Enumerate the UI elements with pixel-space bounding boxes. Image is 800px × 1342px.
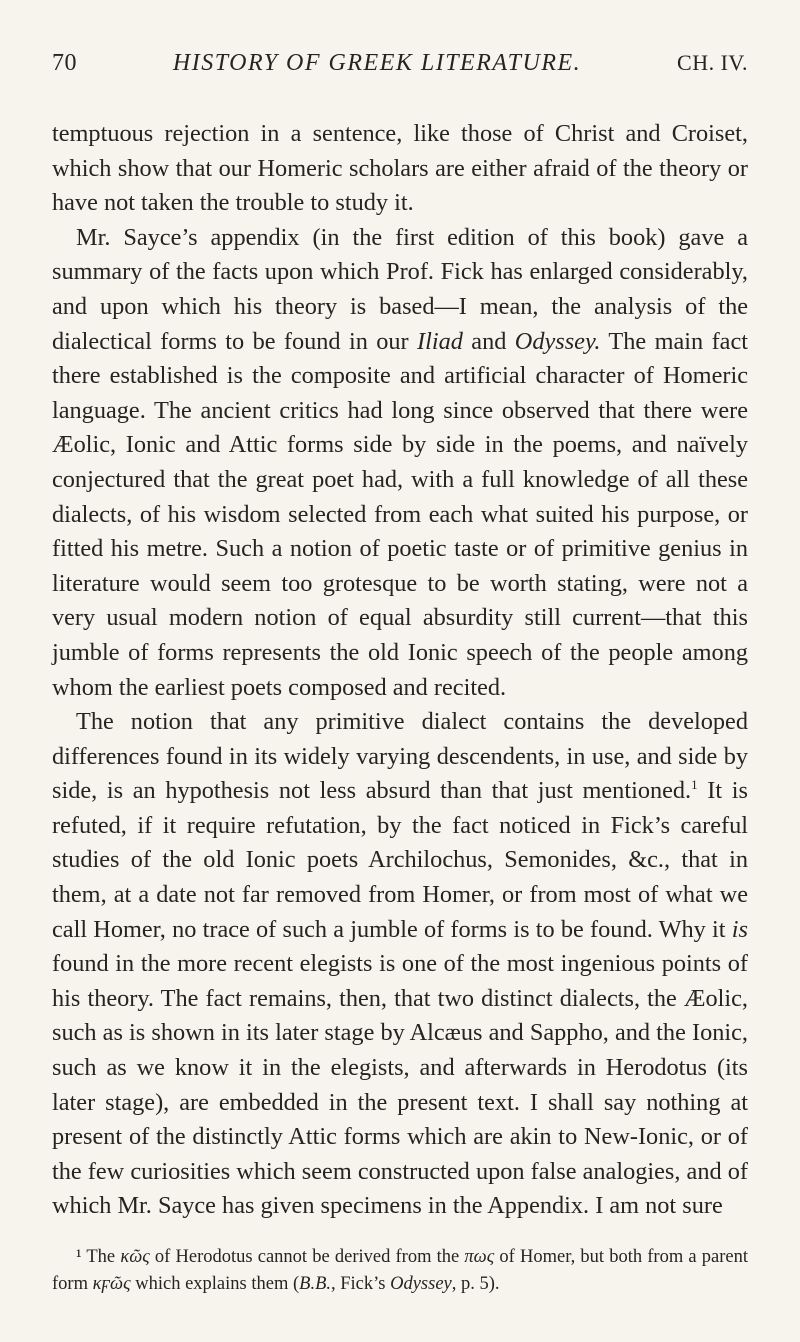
footnote-text-b: of Herodotus cannot be derived from the [149,1247,465,1267]
odyssey-title: Odyssey. [514,327,601,355]
footnote-odyssey: Odyssey [390,1274,452,1294]
footnote-text-c: of Homer, but both from a parent form [52,1247,748,1294]
running-title: HISTORY OF GREEK LITERATURE. [172,50,582,76]
footnote-mark: ¹ [76,1247,82,1267]
chapter-label: CH. IV. [677,50,748,75]
footnote [52,1244,748,1298]
greek-kos: κῶς [120,1247,150,1267]
paragraph-1 [52,117,748,221]
paragraph-2-text-a: Mr. Sayce’s appendix (in the first edition of this book) gave a summary of the facts upon which Prof. Fick has enlarged considerably, and upon which his theory is based—I mean, the analysis of the dialectical forms to be found in our [52,223,748,355]
paragraph-3-text-b: It is refuted, if it require refutation, by the fact noticed in Fick’s careful studies of the old Ionic poets Archilochus, Semonides, &c., that in them, at a date not far removed from Homer, or from most of what we call Homer, no trace of such a jumble of forms is to be found. Why it [52,777,749,943]
footnote-bb: B.B. [299,1274,331,1294]
footnote-text-d: which explains them ( [130,1274,300,1294]
footnote-text-a: The [81,1247,121,1267]
footnote-reference[interactable]: 1 [691,777,698,793]
paragraph-3 [52,705,748,1224]
paragraph-1-text: temptuous rejection in a sentence, like those of Christ and Croiset, which show that our Homeric scholars are either afraid of the theory or have not taken the trouble to study it. [52,120,748,217]
greek-pos: πως [464,1247,495,1267]
running-header [52,50,748,77]
paragraph-2-text-c: The main fact there established is the composite and artificial character of Homeric language. The ancient critics had long since observed that there were Æolic, Ionic and Attic forms side by side in the poems, and naïvely conjectured that the great poet had, with a full knowledge of all these dialects, of his wisdom selected from each what suited his purpose, or fitted his metre. Such a notion of poetic taste or of primitive genius in literature would seem too grotesque to be worth stating, were not a very usual modern notion of equal absurdity still current—that this jumble of forms represents the old Ionic speech of the people among whom the earliest poets composed and recited. [52,327,748,701]
page [52,50,748,1224]
footnote-text-e: , Fick’s [331,1274,391,1294]
paragraph-3-text-c: found in the more recent elegists is one of the most ingenious points of his theory. The fact remains, then, that two distinct dialects, the Æolic, such as is shown in its later stage by Alcæus and Sappho, and the Ionic, such as we know it in the elegists, and afterwards in Herodotus (its later stage), are embedded in the present text. I shall say nothing at present of the distinctly Attic forms which are akin to New-Ionic, or of the few curiosities which seem constructed upon false analogies, and of which Mr. Sayce has given specimens in the Appendix. I am not sure [52,950,748,1220]
paragraph-2-text-b: and [462,327,515,355]
emphasis-is: is [731,915,748,943]
footnote-text-f: , p. 5). [451,1274,500,1294]
paragraph-2 [52,221,748,705]
page-number: 70 [52,50,77,76]
iliad-title: Iliad [417,327,463,355]
paragraph-3-text-a: The notion that any primitive dialect contains the developed differences found in its widely varying descendents, in use, and side by side, is an hypothesis not less absurd than that just mentioned. [52,708,748,805]
body-text [52,117,748,1224]
greek-kfos: κϝῶς [92,1274,131,1294]
